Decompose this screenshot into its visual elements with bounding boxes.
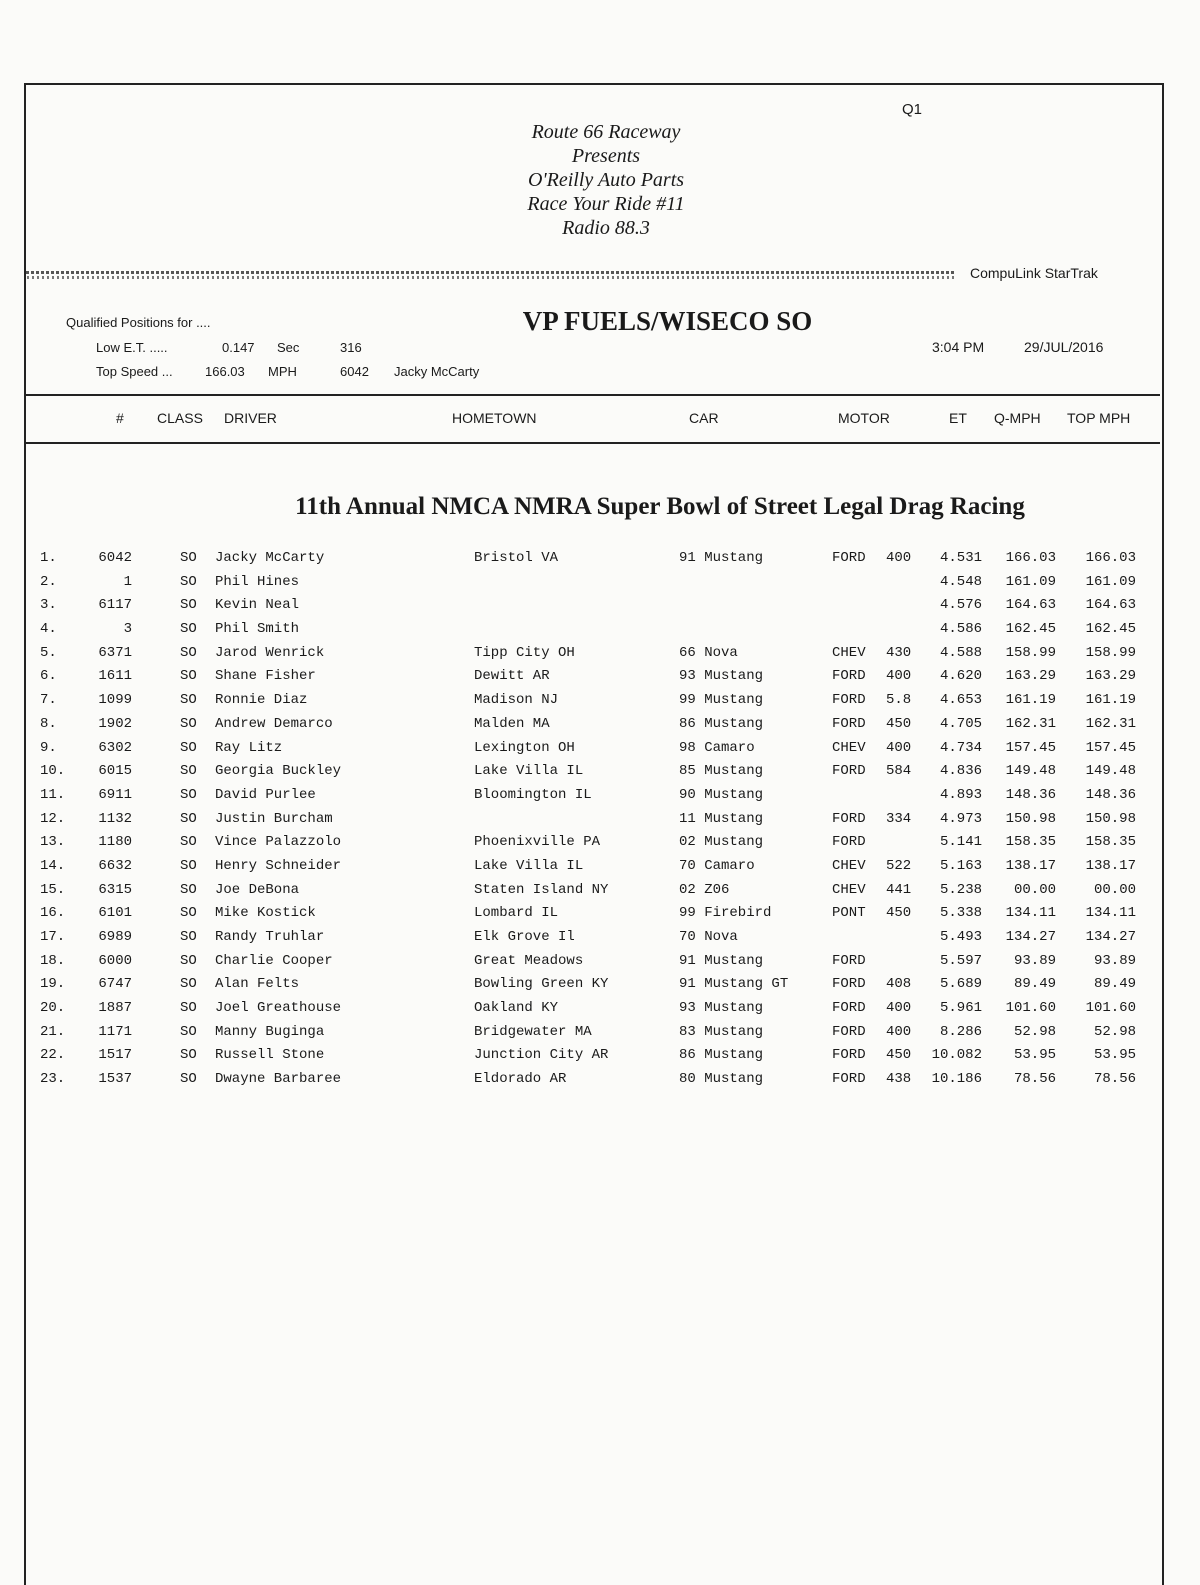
car-number: 6015 — [98, 763, 132, 780]
hometown: Lake Villa IL — [474, 763, 584, 780]
hometown: Great Meadows — [474, 952, 584, 969]
position: 17. — [40, 929, 66, 945]
et: 5.689 — [939, 976, 982, 993]
position: 7. — [40, 692, 57, 709]
motor-make: FORD — [832, 952, 866, 969]
car-number: 6117 — [98, 597, 132, 614]
motor-displacement: 450 — [886, 905, 912, 922]
q-mph: 134.11 — [1005, 905, 1056, 922]
class: SO — [180, 857, 197, 874]
et: 4.588 — [939, 644, 982, 661]
table-row — [0, 976, 1200, 1000]
table-row — [0, 953, 1200, 977]
motor-displacement: 5.8 — [886, 692, 912, 709]
car-number: 6000 — [98, 952, 132, 969]
motor-make: FORD — [832, 834, 866, 851]
report-time: 3:04 PM — [932, 339, 985, 355]
col-header-num: # — [116, 410, 124, 426]
low-et-car-number: 316 — [340, 340, 362, 355]
position: 12. — [40, 810, 66, 827]
hometown: Bloomington IL — [474, 786, 592, 803]
table-row — [0, 668, 1200, 692]
driver: Jacky McCarty — [215, 550, 325, 566]
car: 02 Mustang — [679, 834, 764, 851]
table-row — [0, 811, 1200, 835]
table-row — [0, 621, 1200, 645]
car: 98 Camaro — [679, 739, 755, 756]
car: 86 Mustang — [679, 715, 764, 732]
motor-make: CHEV — [832, 857, 866, 874]
table-row — [0, 834, 1200, 858]
car: 93 Mustang — [679, 1000, 764, 1017]
et: 5.961 — [939, 1000, 982, 1017]
q-mph: 52.98 — [1013, 1023, 1056, 1040]
position: 2. — [40, 573, 57, 590]
hometown: Dewitt AR — [474, 668, 550, 685]
car-number: 1099 — [98, 692, 132, 709]
et: 4.531 — [939, 550, 982, 566]
header-rule-bottom — [26, 442, 1160, 444]
car: 66 Nova — [679, 644, 738, 661]
q-mph: 53.95 — [1013, 1047, 1056, 1064]
class: SO — [180, 1071, 197, 1088]
motor-make: FORD — [832, 692, 866, 709]
driver: Ray Litz — [215, 739, 283, 756]
motor-displacement: 450 — [886, 715, 912, 732]
driver: Justin Burcham — [215, 810, 333, 827]
q-mph: 158.99 — [1005, 644, 1056, 661]
car: 91 Mustang GT — [679, 976, 789, 993]
class: SO — [180, 834, 197, 851]
car: 11 Mustang — [679, 810, 764, 827]
document-title: 11th Annual NMCA NMRA Super Bowl of Street Legal Drag Racing — [295, 493, 1025, 520]
table-row — [0, 716, 1200, 740]
hometown: Lombard IL — [474, 905, 559, 922]
col-header-driver: DRIVER — [224, 410, 277, 426]
position: 16. — [40, 905, 66, 922]
hometown: Malden MA — [474, 715, 550, 732]
driver: Charlie Cooper — [215, 952, 333, 969]
car-number: 1611 — [98, 668, 132, 685]
motor-displacement: 450 — [886, 1047, 912, 1064]
car-number: 6101 — [98, 905, 132, 922]
et: 4.705 — [939, 715, 982, 732]
report-date: 29/JUL/2016 — [1024, 339, 1104, 355]
table-row — [0, 550, 1200, 574]
position: 14. — [40, 857, 66, 874]
top-speed-label: Top Speed ... — [96, 364, 173, 379]
car: 91 Mustang — [679, 952, 764, 969]
motor-displacement: 522 — [886, 857, 912, 874]
top-speed-unit: MPH — [268, 364, 297, 379]
class: SO — [180, 668, 197, 685]
top-mph: 157.45 — [1085, 739, 1136, 756]
hometown: Phoenixville PA — [474, 834, 601, 851]
et: 5.597 — [939, 952, 982, 969]
et: 4.893 — [939, 786, 982, 803]
driver: David Purlee — [215, 786, 316, 803]
q-mph: 148.36 — [1005, 786, 1056, 803]
q-mph: 163.29 — [1005, 668, 1056, 685]
q-mph: 89.49 — [1013, 976, 1056, 993]
hometown: Elk Grove Il — [474, 929, 575, 945]
col-header-class: CLASS — [157, 410, 203, 426]
hometown: Junction City AR — [474, 1047, 609, 1064]
top-mph: 101.60 — [1085, 1000, 1136, 1017]
driver: Jarod Wenrick — [215, 644, 325, 661]
class: SO — [180, 881, 197, 898]
hometown: Madison NJ — [474, 692, 559, 709]
et: 10.186 — [931, 1071, 982, 1088]
col-header-hometown: HOMETOWN — [452, 410, 537, 426]
motor-make: PONT — [832, 905, 866, 922]
car-number: 6989 — [98, 929, 132, 945]
top-mph: 134.27 — [1085, 929, 1136, 945]
car: 02 Z06 — [679, 881, 730, 898]
class: SO — [180, 763, 197, 780]
driver: Vince Palazzolo — [215, 834, 342, 851]
motor-displacement: 400 — [886, 668, 912, 685]
q-mph: 93.89 — [1013, 952, 1056, 969]
car: 83 Mustang — [679, 1023, 764, 1040]
car-number: 6747 — [98, 976, 132, 993]
top-mph: 166.03 — [1085, 550, 1136, 566]
car-number: 3 — [123, 621, 132, 638]
table-row — [0, 787, 1200, 811]
table-row — [0, 645, 1200, 669]
motor-make: FORD — [832, 976, 866, 993]
low-et-value: 0.147 — [222, 340, 255, 355]
top-mph: 164.63 — [1085, 597, 1136, 614]
table-row — [0, 905, 1200, 929]
position: 10. — [40, 763, 66, 780]
hometown: Tipp City OH — [474, 644, 575, 661]
motor-make: FORD — [832, 1047, 866, 1064]
class: SO — [180, 905, 197, 922]
top-mph: 162.45 — [1085, 621, 1136, 638]
position: 3. — [40, 597, 57, 614]
class: SO — [180, 952, 197, 969]
top-mph: 158.99 — [1085, 644, 1136, 661]
et: 4.973 — [939, 810, 982, 827]
q-mph: 161.19 — [1005, 692, 1056, 709]
motor-make: FORD — [832, 1000, 866, 1017]
event-class-title: VP FUELS/WISECO SO — [522, 306, 813, 336]
table-row — [0, 740, 1200, 764]
presenter-line: Presents — [571, 145, 641, 167]
top-mph: 149.48 — [1085, 763, 1136, 780]
class: SO — [180, 597, 197, 614]
low-et-unit: Sec — [277, 340, 300, 355]
motor-displacement: 400 — [886, 739, 912, 756]
car-number: 1 — [123, 573, 132, 590]
driver: Andrew Demarco — [215, 715, 333, 732]
hometown: Eldorado AR — [474, 1071, 567, 1088]
driver: Joel Greathouse — [215, 1000, 342, 1017]
driver: Ronnie Diaz — [215, 692, 308, 709]
motor-make: FORD — [832, 668, 866, 685]
table-row — [0, 1024, 1200, 1048]
class: SO — [180, 550, 197, 566]
et: 4.586 — [939, 621, 982, 638]
q-mph: 00.00 — [1013, 881, 1056, 898]
top-speed-value: 166.03 — [205, 364, 245, 379]
motor-displacement: 430 — [886, 644, 912, 661]
et: 4.836 — [939, 763, 982, 780]
sheet-code: Q1 — [902, 101, 923, 118]
driver: Russell Stone — [215, 1047, 325, 1064]
car-number: 1887 — [98, 1000, 132, 1017]
top-mph: 00.00 — [1093, 881, 1136, 898]
top-mph: 52.98 — [1093, 1023, 1136, 1040]
driver: Georgia Buckley — [215, 763, 342, 780]
top-mph: 150.98 — [1085, 810, 1136, 827]
q-mph: 138.17 — [1005, 857, 1056, 874]
top-mph: 148.36 — [1085, 786, 1136, 803]
car-number: 6315 — [98, 881, 132, 898]
table-row — [0, 597, 1200, 621]
dotted-divider — [26, 270, 956, 280]
motor-make: FORD — [832, 550, 866, 566]
presenter-line: Race Your Ride #11 — [527, 193, 685, 215]
top-mph: 158.35 — [1085, 834, 1136, 851]
driver: Kevin Neal — [215, 597, 300, 614]
position: 1. — [40, 550, 57, 566]
top-mph: 134.11 — [1085, 905, 1136, 922]
hometown: Bridgewater MA — [474, 1023, 592, 1040]
q-mph: 134.27 — [1005, 929, 1056, 945]
top-speed-car-number: 6042 — [340, 364, 369, 379]
car-number: 6302 — [98, 739, 132, 756]
car-number: 6911 — [98, 786, 132, 803]
et: 4.576 — [939, 597, 982, 614]
car: 86 Mustang — [679, 1047, 764, 1064]
motor-make: FORD — [832, 763, 866, 780]
q-mph: 162.31 — [1005, 715, 1056, 732]
motor-make: CHEV — [832, 739, 866, 756]
col-header-car: CAR — [689, 410, 719, 426]
class: SO — [180, 715, 197, 732]
position: 15. — [40, 881, 66, 898]
class: SO — [180, 739, 197, 756]
col-header-et: ET — [949, 410, 967, 426]
car: 93 Mustang — [679, 668, 764, 685]
et: 5.141 — [939, 834, 982, 851]
col-header-top-mph: TOP MPH — [1067, 410, 1131, 426]
table-row — [0, 882, 1200, 906]
motor-make: FORD — [832, 715, 866, 732]
car: 99 Firebird — [679, 905, 772, 922]
class: SO — [180, 692, 197, 709]
class: SO — [180, 621, 197, 638]
motor-make: CHEV — [832, 881, 866, 898]
driver: Phil Hines — [215, 573, 300, 590]
q-mph: 158.35 — [1005, 834, 1056, 851]
hometown: Oakland KY — [474, 1000, 559, 1017]
class: SO — [180, 1047, 197, 1064]
car-number: 1902 — [98, 715, 132, 732]
low-et-label: Low E.T. ..... — [96, 340, 168, 355]
et: 4.653 — [939, 692, 982, 709]
driver: Phil Smith — [215, 621, 300, 638]
position: 11. — [40, 786, 66, 803]
position: 8. — [40, 715, 57, 732]
car-number: 1171 — [98, 1023, 132, 1040]
motor-displacement: 400 — [886, 1000, 912, 1017]
car-number: 1517 — [98, 1047, 132, 1064]
col-header-qmph: Q-MPH — [994, 410, 1041, 426]
driver: Joe DeBona — [215, 881, 300, 898]
top-mph: 162.31 — [1085, 715, 1136, 732]
top-mph: 89.49 — [1093, 976, 1136, 993]
table-row — [0, 929, 1200, 953]
position: 22. — [40, 1047, 66, 1064]
top-mph: 93.89 — [1093, 952, 1136, 969]
header-rule-top — [26, 394, 1160, 396]
car: 70 Nova — [679, 929, 738, 945]
position: 23. — [40, 1071, 66, 1088]
hometown: Lexington OH — [474, 739, 575, 756]
et: 5.163 — [939, 857, 982, 874]
motor-make: FORD — [832, 810, 866, 827]
car: 80 Mustang — [679, 1071, 764, 1088]
q-mph: 164.63 — [1005, 597, 1056, 614]
driver: Shane Fisher — [215, 668, 316, 685]
presenter-line: Radio 88.3 — [562, 217, 650, 239]
class: SO — [180, 1000, 197, 1017]
motor-displacement: 400 — [886, 1023, 912, 1040]
hometown: Staten Island NY — [474, 881, 609, 898]
car: 70 Camaro — [679, 857, 755, 874]
class: SO — [180, 786, 197, 803]
table-row — [0, 858, 1200, 882]
position: 5. — [40, 644, 57, 661]
car-number: 1537 — [98, 1071, 132, 1088]
hometown: Bowling Green KY — [474, 976, 609, 993]
table-row — [0, 1000, 1200, 1024]
motor-displacement: 438 — [886, 1071, 912, 1088]
driver: Manny Buginga — [215, 1023, 325, 1040]
driver: Mike Kostick — [215, 905, 316, 922]
top-speed-driver: Jacky McCarty — [394, 364, 480, 379]
table-row — [0, 1071, 1200, 1095]
hometown: Bristol VA — [474, 550, 559, 566]
driver: Dwayne Barbaree — [215, 1071, 342, 1088]
table-row — [0, 692, 1200, 716]
car-number: 1132 — [98, 810, 132, 827]
car: 99 Mustang — [679, 692, 764, 709]
presenter-line: Route 66 Raceway — [531, 121, 681, 143]
et: 4.734 — [939, 739, 982, 756]
position: 18. — [40, 952, 66, 969]
car-number: 1180 — [98, 834, 132, 851]
driver: Henry Schneider — [215, 857, 342, 874]
col-header-motor: MOTOR — [838, 410, 890, 426]
top-mph: 163.29 — [1085, 668, 1136, 685]
presenter-block — [400, 120, 812, 240]
position: 9. — [40, 739, 57, 756]
motor-displacement: 441 — [886, 881, 912, 898]
position: 21. — [40, 1023, 66, 1040]
car: 91 Mustang — [679, 550, 764, 566]
position: 13. — [40, 834, 66, 851]
driver: Randy Truhlar — [215, 929, 325, 945]
top-mph: 53.95 — [1093, 1047, 1136, 1064]
position: 4. — [40, 621, 57, 638]
q-mph: 166.03 — [1005, 550, 1056, 566]
top-mph: 138.17 — [1085, 857, 1136, 874]
et: 10.082 — [931, 1047, 982, 1064]
et: 5.338 — [939, 905, 982, 922]
class: SO — [180, 573, 197, 590]
class: SO — [180, 976, 197, 993]
q-mph: 157.45 — [1005, 739, 1056, 756]
results-table — [0, 550, 1200, 1095]
et: 4.620 — [939, 668, 982, 685]
hometown: Lake Villa IL — [474, 857, 584, 874]
top-mph: 161.09 — [1085, 573, 1136, 590]
car: 90 Mustang — [679, 786, 764, 803]
et: 8.286 — [939, 1023, 982, 1040]
car-number: 6632 — [98, 857, 132, 874]
q-mph: 149.48 — [1005, 763, 1056, 780]
q-mph: 161.09 — [1005, 573, 1056, 590]
top-mph: 78.56 — [1093, 1071, 1136, 1088]
q-mph: 101.60 — [1005, 1000, 1056, 1017]
car: 85 Mustang — [679, 763, 764, 780]
q-mph: 78.56 — [1013, 1071, 1056, 1088]
car-number: 6042 — [98, 550, 132, 566]
position: 6. — [40, 668, 57, 685]
et: 5.493 — [939, 929, 982, 945]
table-row — [0, 763, 1200, 787]
et: 5.238 — [939, 881, 982, 898]
table-row — [0, 1047, 1200, 1071]
class: SO — [180, 810, 197, 827]
motor-make: FORD — [832, 1023, 866, 1040]
qualified-label: Qualified Positions for .... — [66, 315, 211, 330]
q-mph: 150.98 — [1005, 810, 1056, 827]
class: SO — [180, 929, 197, 945]
q-mph: 162.45 — [1005, 621, 1056, 638]
car-number: 6371 — [98, 644, 132, 661]
motor-displacement: 584 — [886, 763, 912, 780]
presenter-line: O'Reilly Auto Parts — [527, 169, 685, 191]
top-mph: 161.19 — [1085, 692, 1136, 709]
class: SO — [180, 1023, 197, 1040]
motor-displacement: 408 — [886, 976, 912, 993]
driver: Alan Felts — [215, 976, 300, 993]
table-row — [0, 574, 1200, 598]
motor-displacement: 334 — [886, 810, 912, 827]
motor-make: FORD — [832, 1071, 866, 1088]
motor-displacement: 400 — [886, 550, 912, 566]
system-label: CompuLink StarTrak — [970, 265, 1098, 281]
motor-make: CHEV — [832, 644, 866, 661]
position: 19. — [40, 976, 66, 993]
position: 20. — [40, 1000, 66, 1017]
et: 4.548 — [939, 573, 982, 590]
class: SO — [180, 644, 197, 661]
